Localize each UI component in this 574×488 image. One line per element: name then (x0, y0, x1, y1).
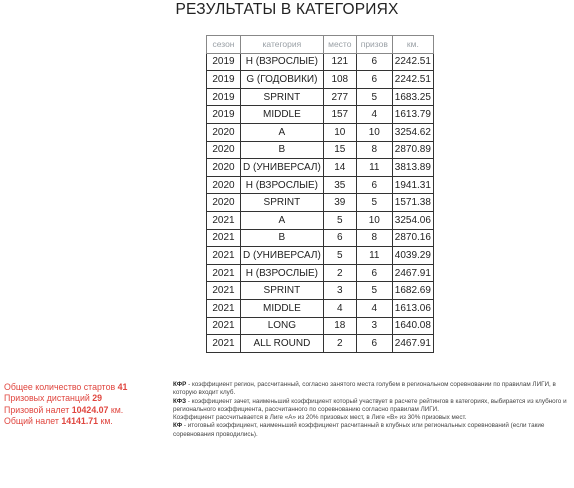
kfz-term: КФЗ (173, 397, 187, 405)
table-row (207, 264, 434, 282)
season-cell: 2021 (207, 247, 241, 265)
kfr-text: - коэффициент регион, рассчитанный, согласно занятого места голубем в региональном соревновании по правилам ЛИГИ, в которую входит клуб. (173, 381, 556, 397)
table-row (207, 194, 434, 212)
place-cell: 35 (323, 176, 356, 194)
table-row (207, 159, 434, 177)
kfz-text: - коэффициент зачет, наименьший коэффициент который участвует в расчете рейтингов в категориях, выбирается из клубного и регионального коэффициента, рассчитанного по соревнованию согласно правилам ЛИГИ. (173, 397, 567, 413)
category-cell: MIDDLE (241, 106, 324, 124)
category-cell: LONG (241, 317, 324, 335)
category-cell: H (ВЗРОСЛЫЕ) (241, 176, 324, 194)
season-cell: 2019 (207, 71, 241, 89)
table-row (207, 335, 434, 353)
total-distance-km (4, 416, 127, 427)
note-kfz (173, 398, 571, 415)
page-title: РЕЗУЛЬТАТЫ В КАТЕГОРИЯХ (175, 1, 399, 18)
category-cell: SPRINT (241, 282, 324, 300)
place-cell: 157 (323, 106, 356, 124)
km-cell: 3813.89 (392, 159, 433, 177)
starts-count (4, 382, 127, 393)
km-cell: 1613.06 (392, 299, 433, 317)
place-cell: 3 (323, 282, 356, 300)
header-season: сезон (207, 36, 241, 54)
km-cell: 3254.62 (392, 123, 433, 141)
table-body (207, 53, 434, 352)
prizes-cell: 6 (356, 176, 392, 194)
prizes-cell: 5 (356, 88, 392, 106)
km-cell: 2870.16 (392, 229, 433, 247)
prizes-cell: 6 (356, 71, 392, 89)
category-cell: B (241, 229, 324, 247)
total-km-unit: км. (100, 416, 113, 427)
place-cell: 5 (323, 247, 356, 265)
table-row (207, 282, 434, 300)
season-cell: 2021 (207, 299, 241, 317)
place-cell: 108 (323, 71, 356, 89)
place-cell: 2 (323, 264, 356, 282)
table-row (207, 141, 434, 159)
prize-km-unit: км. (110, 404, 124, 415)
category-cell: MIDDLE (241, 299, 324, 317)
category-cell: B (241, 141, 324, 159)
table-row (207, 317, 434, 335)
category-cell: D (УНИВЕРСАЛ) (241, 159, 324, 177)
place-cell: 6 (323, 229, 356, 247)
km-cell: 2870.89 (392, 141, 433, 159)
season-cell: 2021 (207, 317, 241, 335)
place-cell: 18 (323, 317, 356, 335)
km-cell: 1941.31 (392, 176, 433, 194)
prizes-cell: 8 (356, 141, 392, 159)
category-cell: H (ВЗРОСЛЫЕ) (241, 264, 324, 282)
season-cell: 2021 (207, 229, 241, 247)
place-cell: 39 (323, 194, 356, 212)
header-km: км. (392, 36, 433, 54)
header-place: место (323, 36, 356, 54)
category-cell: ALL ROUND (241, 335, 324, 353)
place-cell: 14 (323, 159, 356, 177)
season-cell: 2020 (207, 194, 241, 212)
category-cell: SPRINT (241, 194, 324, 212)
results-table (206, 35, 434, 353)
km-cell: 1613.79 (392, 106, 433, 124)
prize-distances (4, 393, 127, 404)
kf-term: КФ (173, 422, 183, 430)
prize-label: Призовых дистанций (4, 393, 90, 404)
prizes-cell: 6 (356, 264, 392, 282)
header-category: категория (241, 36, 324, 54)
category-cell: G (ГОДОВИКИ) (241, 71, 324, 89)
header-prizes: призов (356, 36, 392, 54)
table-row (207, 106, 434, 124)
table-row (207, 71, 434, 89)
category-cell: SPRINT (241, 88, 324, 106)
season-cell: 2021 (207, 264, 241, 282)
place-cell: 277 (323, 88, 356, 106)
note-kf (173, 422, 571, 439)
category-cell: D (УНИВЕРСАЛ) (241, 247, 324, 265)
place-cell: 2 (323, 335, 356, 353)
total-km-label: Общий налет (4, 416, 59, 427)
table-row (207, 299, 434, 317)
place-cell: 15 (323, 141, 356, 159)
table-row (207, 123, 434, 141)
prizes-cell: 10 (356, 123, 392, 141)
season-cell: 2019 (207, 88, 241, 106)
prize-km-label: Призовой налет (4, 404, 70, 415)
kf-text: - итоговый коэффициент, наименьший коэффициент расчитанный в клубных или региональных соревнований (если такие соревнования проводились). (173, 422, 545, 438)
km-cell: 1571.38 (392, 194, 433, 212)
table-row (207, 88, 434, 106)
km-cell: 2242.51 (392, 71, 433, 89)
prizes-cell: 4 (356, 106, 392, 124)
season-cell: 2021 (207, 211, 241, 229)
summary-stats (4, 382, 127, 428)
season-cell: 2019 (207, 53, 241, 71)
km-cell: 1683.25 (392, 88, 433, 106)
place-cell: 4 (323, 299, 356, 317)
prize-km-value: 10424.07 (71, 404, 109, 415)
season-cell: 2019 (207, 106, 241, 124)
place-cell: 10 (323, 123, 356, 141)
coefficient-notes (173, 381, 571, 439)
kfr-term: КФР (173, 381, 187, 388)
km-cell: 1640.08 (392, 317, 433, 335)
table-row (207, 211, 434, 229)
prize-value: 29 (92, 393, 103, 404)
km-cell: 2467.91 (392, 264, 433, 282)
season-cell: 2020 (207, 176, 241, 194)
table-row (207, 229, 434, 247)
km-cell: 3254.06 (392, 211, 433, 229)
note-kfr (173, 381, 571, 398)
prizes-cell: 6 (356, 53, 392, 71)
table-header-row (207, 36, 434, 54)
prize-distance-km (4, 405, 127, 416)
starts-value: 41 (117, 382, 128, 392)
prizes-cell: 5 (356, 194, 392, 212)
prizes-cell: 4 (356, 299, 392, 317)
table-row (207, 247, 434, 265)
prizes-cell: 11 (356, 247, 392, 265)
prizes-cell: 5 (356, 282, 392, 300)
season-cell: 2021 (207, 335, 241, 353)
season-cell: 2020 (207, 123, 241, 141)
km-cell: 4039.29 (392, 247, 433, 265)
place-cell: 121 (323, 53, 356, 71)
table-row (207, 53, 434, 71)
prizes-cell: 10 (356, 211, 392, 229)
note-kfz-extra: Коэффициент рассчитывается в Лиге «А» из 20% призовых мест, в Лиге «В» из 30% призовых мест. (173, 414, 467, 422)
prizes-cell: 11 (356, 159, 392, 177)
season-cell: 2020 (207, 159, 241, 177)
season-cell: 2020 (207, 141, 241, 159)
place-cell: 5 (323, 211, 356, 229)
prizes-cell: 6 (356, 335, 392, 353)
starts-label: Общее количество стартов (4, 382, 116, 392)
prizes-cell: 8 (356, 229, 392, 247)
table-row (207, 176, 434, 194)
category-cell: A (241, 123, 324, 141)
season-cell: 2021 (207, 282, 241, 300)
prizes-cell: 3 (356, 317, 392, 335)
category-cell: H (ВЗРОСЛЫЕ) (241, 53, 324, 71)
total-km-value: 14141.71 (61, 416, 99, 427)
km-cell: 2242.51 (392, 53, 433, 71)
km-cell: 2467.91 (392, 335, 433, 353)
km-cell: 1682.69 (392, 282, 433, 300)
category-cell: A (241, 211, 324, 229)
